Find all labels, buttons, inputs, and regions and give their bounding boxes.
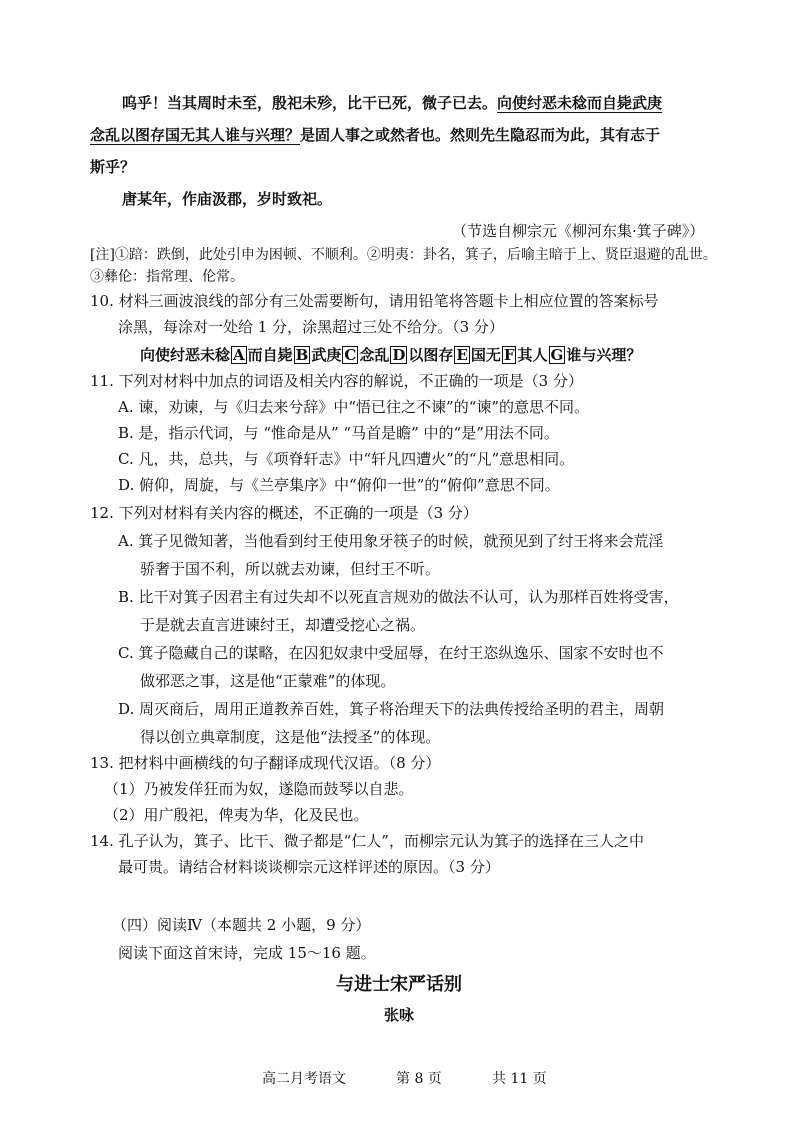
q14-stem-line-2: 最可贵。请结合材料谈谈柳宗元这样评述的原因。（3 分） — [118, 858, 500, 876]
q12-option-c-line-2: 做邪恶之事，这是他“正蒙难”的体现。 — [140, 672, 396, 690]
q10-stem-line-1: 10. 材料三画波浪线的部分有三处需要断句，请用铅笔将答题卡上相应位置的答案标号 — [90, 292, 659, 310]
material-source: （节选自柳宗元《柳河东集·箕子碑》） — [452, 222, 705, 240]
q12-option-a-line-2: 骄奢于国不利，所以就去劝谏，但纣王不听。 — [140, 560, 441, 578]
footer-total-pages: 共 11 页 — [492, 1071, 547, 1087]
q10-option-c: C — [344, 346, 357, 364]
q13-sentence-2: （2）用广殷祀，俾夷为华，化及民也。 — [104, 806, 369, 824]
q12-option-c-line-1: C. 箕子隐藏自己的谋略，在囚犯奴隶中受屈辱，在纣王恣纵逸乐、国家不安时也不 — [118, 644, 664, 662]
q12-option-b-line-2: 于是就去直言进谏纣王，却遭受挖心之祸。 — [140, 616, 426, 634]
q10-option-b: B — [295, 346, 309, 364]
q13-sentence-1: （1）乃被发佯狂而为奴，遂隐而鼓琴以自悲。 — [104, 780, 414, 798]
q10-option-a: A — [233, 346, 245, 364]
poem-author: 张咏 — [384, 1006, 415, 1024]
q12-stem: 12. 下列对材料有关内容的概述，不正确的一项是（3 分） — [90, 504, 478, 522]
q12-option-a-line-1: A. 箕子见微知著，当他看到纣王使用象牙筷子的时候，就预见到了纣王将来会荒淫 — [118, 532, 664, 550]
q12-option-d-line-2: 得以创立典章制度，这是他“法授圣”的体现。 — [140, 728, 441, 746]
q11-option-b: B. 是，指示代词，与 “惟命是从” “马首是瞻” 中的“是”用法不同。 — [118, 424, 559, 442]
material-line-4: 唐某年，作庙汲郡，岁时致祀。 — [122, 190, 333, 208]
footer-subject: 高二月考语文 — [262, 1071, 346, 1087]
q10-options-sentence: 向使纣恶未稔 A 而自毙 B 武庚 C 念乱 D 以图存 E 国无 F 其人 G 谁与兴理？ — [140, 346, 642, 364]
q13-stem: 13. 把材料中画横线的句子翻译成现代汉语。（8 分） — [90, 754, 441, 772]
q10-option-f: F — [503, 346, 515, 364]
q10-option-e: E — [456, 346, 468, 364]
q11-option-a: A. 谏，劝谏，与《归去来兮辞》中“悟已往之不谏”的“谏”的意思不同。 — [118, 398, 590, 416]
section-4-instruction: 阅读下面这首宋诗，完成 15～16 题。 — [118, 944, 376, 962]
poem-title: 与进士宋严话别 — [336, 974, 462, 995]
q11-option-c: C. 凡，共，总共，与《项脊轩志》中“轩凡四遭火”的“凡”意思相同。 — [118, 450, 575, 468]
q11-option-d: D. 俯仰，周旋，与《兰亭集序》中“俯仰一世”的“俯仰”意思不同。 — [118, 476, 560, 494]
q11-stem: 11. 下列对材料中加点的词语及相关内容的解说，不正确的一项是（3 分） — [90, 372, 583, 390]
footer-page-number: 第 8 页 — [396, 1071, 442, 1087]
q14-stem-line-1: 14. 孔子认为，箕子、比干、微子都是“仁人”，而柳宗元认为箕子的选择在三人之中 — [90, 832, 644, 850]
material-line-2: 念乱以图存国无其人谁与兴理？是固人事之或然者也。然则先生隐忍而为此，其有志于 — [90, 126, 661, 144]
q10-option-g: G — [550, 346, 564, 364]
section-4-heading: （四）阅读Ⅳ（本题共 2 小题，9 分） — [112, 916, 371, 934]
annotation-line-2: ③彝伦：指常理、伦常。 — [90, 269, 244, 285]
annotation-line-1: [注]①踣：跌倒，此处引申为困顿、不顺利。②明夷：卦名，箕子，后喻主暗于上、贤臣退避的乱世。 — [90, 247, 717, 263]
q10-option-d: D — [392, 346, 406, 364]
q12-option-b-line-1: B. 比干对箕子因君主有过失却不以死直言规劝的做法不认可，认为那样百姓将受害， — [118, 588, 679, 606]
material-line-3: 斯乎？ — [90, 158, 136, 176]
q12-option-d-line-1: D. 周灭商后，周用正道教养百姓，箕子将治理天下的法典传授给圣明的君主，周朝 — [118, 700, 665, 718]
material-line-1: 呜乎！当其周时未至，殷祀未殄，比干已死，微子已去。向使纣恶未稔而自毙武庚 — [122, 94, 663, 112]
q10-stem-line-2: 涂黑，每涂对一处给 1 分，涂黑超过三处不给分。（3 分） — [118, 318, 504, 336]
